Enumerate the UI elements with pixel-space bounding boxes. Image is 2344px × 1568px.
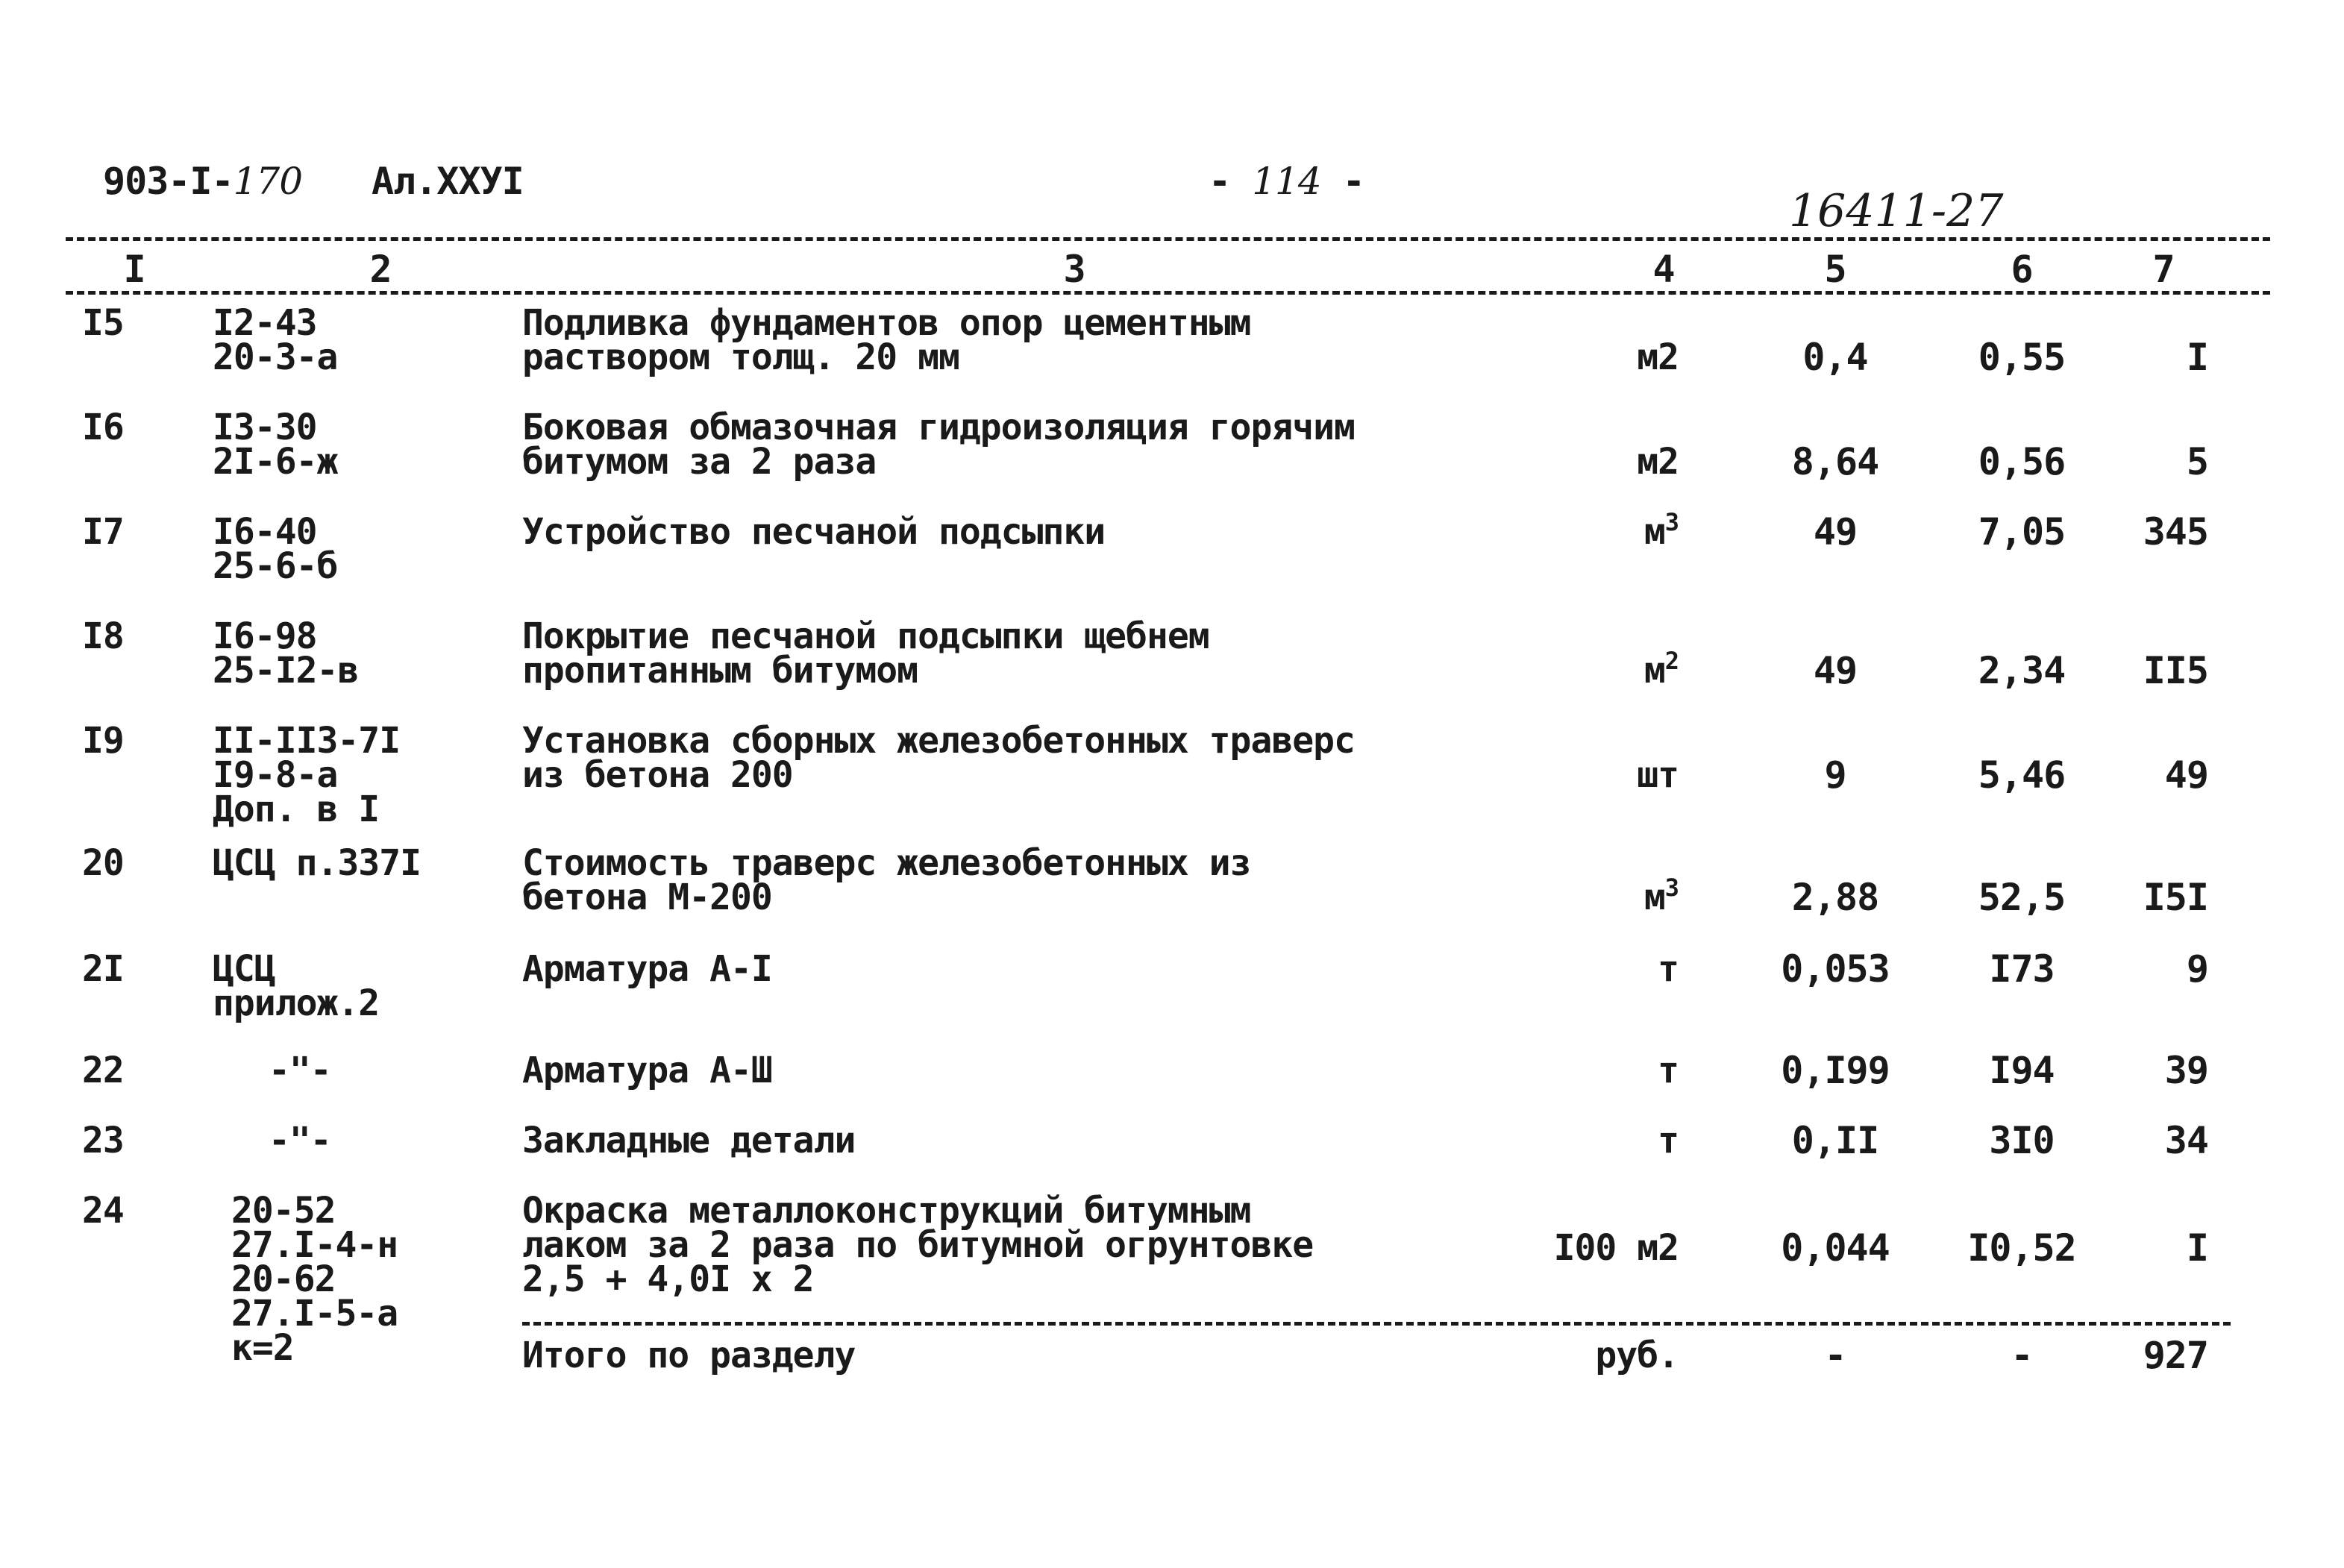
column-header-5: 5 <box>1824 248 1846 291</box>
total-separator-rule <box>522 1322 2231 1326</box>
total-cost: 49 <box>2164 753 2208 797</box>
row-number: I7 <box>82 511 124 553</box>
norm-code: 20-52 27.I-4-н 20-62 27.I-5-а к=2 <box>231 1190 398 1369</box>
column-header-6: 6 <box>2011 248 2033 291</box>
unit-price: I73 <box>1989 947 2055 991</box>
sheet-number: 16411-27 <box>1789 185 2004 237</box>
total-cost: 345 <box>2143 510 2208 553</box>
row-number: I6 <box>82 407 124 448</box>
total-cost: I5I <box>2143 876 2208 919</box>
page-number: - 114 - <box>1209 160 1364 203</box>
norm-code: I6-98 25-I2-в <box>213 615 359 692</box>
row-number: 20 <box>82 842 124 884</box>
work-description: Стоимость траверс железобетонных из бетона М-200 <box>522 842 1251 918</box>
work-description: Устройство песчаной подсыпки <box>522 511 1106 553</box>
column-header-4: 4 <box>1652 248 1675 291</box>
row-number: I8 <box>82 615 124 657</box>
quantity: 0,I99 <box>1781 1049 1890 1092</box>
unit-price: I94 <box>1989 1049 2055 1092</box>
total-cost: I <box>2186 336 2208 379</box>
unit-price: I0,52 <box>1967 1226 2076 1270</box>
total-cost: II5 <box>2143 649 2208 692</box>
row-number: 24 <box>82 1190 124 1232</box>
document-code <box>103 160 302 203</box>
norm-code: I3-30 2I-6-ж <box>213 407 338 483</box>
work-description: Закладные детали <box>522 1120 856 1161</box>
quantity: 49 <box>1813 649 1858 692</box>
row-number: I9 <box>82 720 124 762</box>
unit: т <box>1658 1050 1679 1091</box>
header-top-rule <box>66 237 2270 241</box>
document-code-handwritten: 170 <box>233 160 303 203</box>
unit: шт <box>1637 754 1679 796</box>
total-unit-price: - <box>2011 1334 2033 1377</box>
unit-price: 0,56 <box>1978 440 2066 483</box>
unit-price: 5,46 <box>1978 753 2066 797</box>
unit-price: 2,34 <box>1978 649 2066 692</box>
unit: $м^3$ <box>1643 508 1679 553</box>
norm-code: II-II3-7I I9-8-а Доп. в I <box>213 720 401 830</box>
total-cost: I <box>2186 1226 2208 1270</box>
norm-code: I6-40 25-6-б <box>213 511 338 587</box>
total-cost: 9 <box>2186 947 2208 991</box>
work-description: Окраска металлоконструкций битумным лаком за 2 раза по битумной огрунтовке 2,5 + 4,0I х 2 <box>522 1190 1314 1300</box>
column-header-3: 3 <box>1063 248 1085 291</box>
total-cost: 34 <box>2164 1119 2208 1162</box>
norm-code: I2-43 20-3-а <box>213 302 338 378</box>
album-number: Ал.XXУI <box>372 160 524 203</box>
quantity: 0,053 <box>1781 947 1890 991</box>
row-number: I5 <box>82 302 124 344</box>
row-number: 2I <box>82 948 124 990</box>
work-description: Подливка фундаментов опор цементным раствором толщ. 20 мм <box>522 302 1251 378</box>
quantity: 0,4 <box>1802 336 1868 379</box>
norm-code: -"- <box>269 1120 331 1161</box>
unit: т <box>1658 948 1679 990</box>
quantity: 8,64 <box>1791 440 1879 483</box>
unit: т <box>1658 1120 1679 1161</box>
total-cost: 5 <box>2186 440 2208 483</box>
unit-price: 3I0 <box>1989 1119 2055 1162</box>
work-description: Покрытие песчаной подсыпки щебнем пропитанным битумом <box>522 615 1209 692</box>
column-header-2: 2 <box>369 248 392 291</box>
norm-code: ЦСЦ прилож.2 <box>213 948 380 1024</box>
work-description: Арматура А-I <box>522 948 772 990</box>
quantity: 2,88 <box>1791 876 1879 919</box>
quantity: 9 <box>1824 753 1846 797</box>
total-description: Итого по разделу <box>522 1335 856 1376</box>
unit: $м^3$ <box>1643 874 1679 918</box>
work-description: Арматура А-Ш <box>522 1050 772 1091</box>
unit: м2 <box>1637 336 1679 378</box>
unit: м2 <box>1637 441 1679 483</box>
document-code-printed: 903-I- <box>103 160 234 203</box>
quantity: 0,044 <box>1781 1226 1890 1270</box>
norm-code: -"- <box>269 1050 331 1091</box>
quantity: 0,II <box>1791 1119 1879 1162</box>
work-description: Установка сборных железобетонных траверс из бетона 200 <box>522 720 1355 796</box>
column-header-7: 7 <box>2152 248 2175 291</box>
unit-price: 0,55 <box>1978 336 2066 379</box>
work-description: Боковая обмазочная гидроизоляция горячим битумом за 2 раза <box>522 407 1355 483</box>
row-number: 22 <box>82 1050 124 1091</box>
column-header-1: I <box>123 248 145 291</box>
unit-price: 52,5 <box>1978 876 2066 919</box>
quantity: 49 <box>1813 510 1858 553</box>
header-bottom-rule <box>66 291 2270 295</box>
unit-price: 7,05 <box>1978 510 2066 553</box>
total-unit: руб. <box>1595 1335 1679 1376</box>
unit: $м^2$ <box>1643 647 1679 692</box>
total-quantity: - <box>1824 1334 1846 1377</box>
row-number: 23 <box>82 1120 124 1161</box>
unit: I00 м2 <box>1553 1227 1679 1269</box>
total-cost: 39 <box>2164 1049 2208 1092</box>
norm-code: ЦСЦ п.337I <box>213 842 421 884</box>
grand-total: 927 <box>2143 1334 2208 1377</box>
page-number-handwritten: 114 <box>1252 160 1321 203</box>
